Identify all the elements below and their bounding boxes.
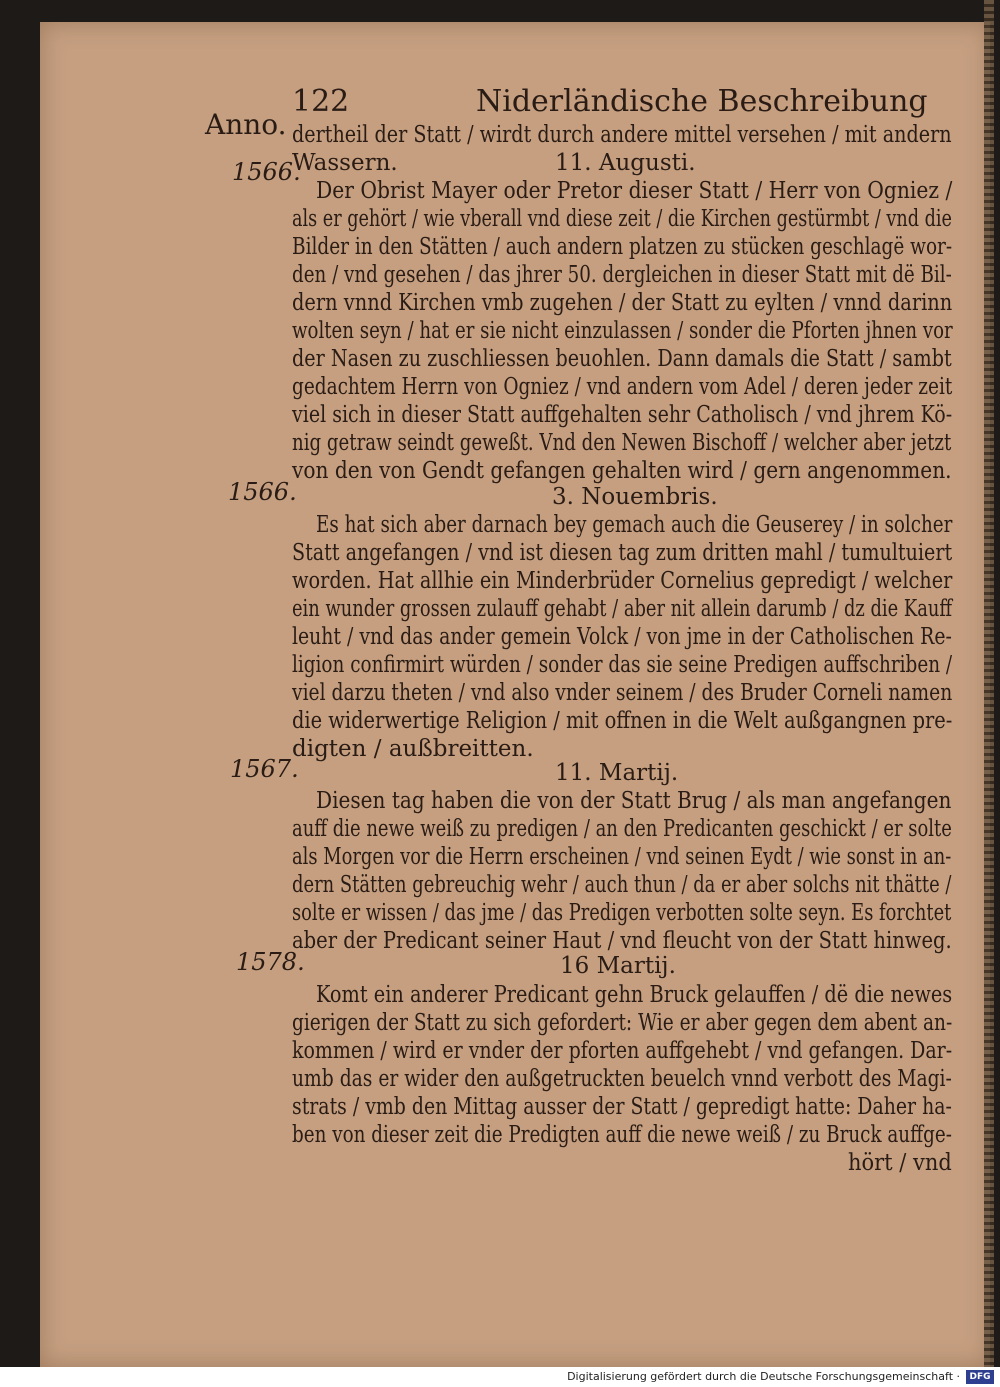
margin-year: 1566. <box>232 158 301 186</box>
text-line: die widerwertige Religion / mit offnen in die Welt außgangnen pre- <box>292 708 953 734</box>
text-line: den / vnd gesehen / das jhrer 50. dergleichen in dieser Statt mit dë Bil- <box>292 262 952 288</box>
page-edge <box>984 0 994 1387</box>
page-number: 122 <box>292 84 350 119</box>
text-line: dern Stätten gebreuchig wehr / auch thun / da er aber solchs nit thätte / <box>292 872 952 898</box>
text-line: wolten seyn / hat er sie nicht einzulassen / sonder die Pforten jhnen vor <box>292 318 953 344</box>
text-line: Wassern. <box>292 150 398 176</box>
margin-year: 1567. <box>230 755 299 783</box>
text-line: solte er wissen / das jme / das Predigen verbotten solte seyn. Es forchtet <box>292 900 952 926</box>
text-line: strats / vmb den Mittag ausser der Statt / gepredigt hatte: Daher ha- <box>292 1094 952 1120</box>
text-line: leuht / vnd das ander gemein Volck / von jme in der Catholischen Re- <box>292 624 952 650</box>
text-line: auff die newe weiß zu predigen / an den Predicanten geschickt / er solte <box>292 816 952 842</box>
margin-year: 1578. <box>236 948 305 976</box>
date-heading: 3. Nouembris. <box>552 484 718 510</box>
text-line: Diesen tag haben die von der Statt Brug / als man angefangen <box>316 788 952 814</box>
text-line: gedachtem Herrn von Ogniez / vnd andern vom Adel / deren jeder zeit <box>292 374 953 400</box>
date-heading: 11. Martij. <box>555 760 679 786</box>
margin-anno: Anno. <box>205 108 287 141</box>
text-line: kommen / wird er vnder der pforten auffgehebt / vnd gefangen. Dar- <box>292 1038 953 1064</box>
text-line: von den von Gendt gefangen gehalten wird / gern angenommen. <box>292 458 952 484</box>
text-line: ben von dieser zeit die Predigten auff die newe weiß / zu Bruck auffge- <box>292 1122 952 1148</box>
text-line: viel sich in dieser Statt auffgehalten sehr Catholisch / vnd jhrem Kö- <box>292 402 953 428</box>
date-heading: 16 Martij. <box>560 953 676 979</box>
text-line: ligion confirmirt würden / sonder das sie seine Predigen auffschriben / <box>292 652 953 678</box>
text-line: ein wunder grossen zulauff gehabt / aber nit allein darumb / dz die Kauff <box>292 596 953 622</box>
dfg-credit-text: Digitalisierung gefördert durch die Deutsche Forschungsgemeinschaft · <box>567 1370 960 1383</box>
text-line: Bilder in den Stätten / auch andern platzen zu stücken geschlagë wor- <box>292 234 953 260</box>
date-heading: 11. Augusti. <box>555 150 696 176</box>
footer-bar <box>0 1367 1000 1387</box>
text-line: dertheil der Statt / wirdt durch andere mittel versehen / mit andern <box>292 122 952 148</box>
text-line: Der Obrist Mayer oder Pretor dieser Statt / Herr von Ogniez / <box>316 178 953 204</box>
dfg-logo: DFG <box>966 1370 994 1384</box>
text-line: als er gehört / wie vberall vnd diese zeit / die Kirchen gestürmbt / vnd die <box>292 206 952 232</box>
text-line: als Morgen vor die Herrn erscheinen / vnd seinen Eydt / wie sonst in an- <box>292 844 952 870</box>
text-line: Es hat sich aber darnach bey gemach auch die Geuserey / in solcher <box>316 512 953 538</box>
text-line: worden. Hat allhie ein Minderbrüder Cornelius gepredigt / welcher <box>292 568 953 594</box>
text-line: digten / außbreitten. <box>292 736 534 762</box>
catchword: hört / vnd <box>848 1150 952 1176</box>
text-line: der Nasen zu zuschliessen beuohlen. Dann damals die Statt / sambt <box>292 346 952 372</box>
margin-year: 1566. <box>228 478 297 506</box>
text-line: nig getraw seindt geweßt. Vnd den Newen Bischoff / welcher aber jetzt <box>292 430 952 456</box>
text-line: aber der Predicant seiner Haut / vnd fleucht von der Statt hinweg. <box>292 928 952 954</box>
text-line: dern vnnd Kirchen vmb zugehen / der Statt zu eylten / vnnd darinn <box>292 290 953 316</box>
text-line: gierigen der Statt zu sich gefordert: Wie er aber gegen dem abent an- <box>292 1010 953 1036</box>
running-title: Niderländische Beschreibung <box>476 84 928 119</box>
text-line: viel darzu theten / vnd also vnder seinem / des Bruder Corneli namen <box>292 680 953 706</box>
text-line: Komt ein anderer Predicant gehn Bruck gelauffen / dë die newes <box>316 982 953 1008</box>
text-line: umb das er wider den außgetruckten beuelch vnnd verbott des Magi- <box>292 1066 952 1092</box>
text-line: Statt angefangen / vnd ist diesen tag zum dritten mahl / tumultuiert <box>292 540 953 566</box>
